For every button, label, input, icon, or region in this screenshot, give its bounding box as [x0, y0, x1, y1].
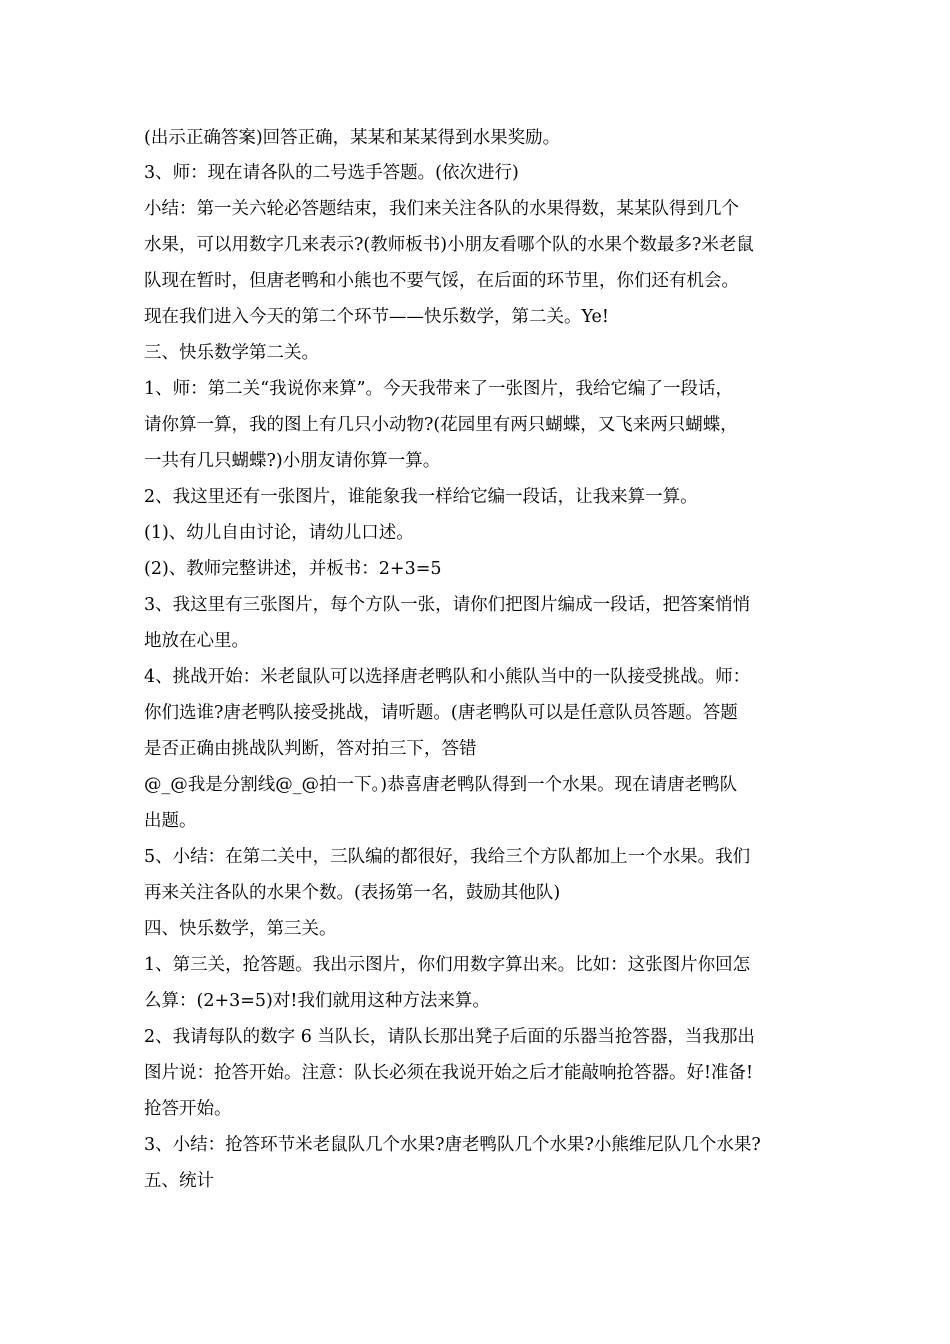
section-heading: 四、快乐数学，第三关。: [144, 919, 337, 939]
text-line: 再来关注各队的水果个数。(表扬第一名，鼓励其他队): [144, 883, 561, 903]
text-line: 3、我这里有三张图片，每个方队一张，请你们把图片编成一段话，把答案悄悄: [144, 595, 751, 615]
text-line: (出示正确答案)回答正确，某某和某某得到水果奖励。: [144, 128, 561, 148]
text-line: 出题。: [144, 811, 197, 831]
text-line: 是否正确由挑战队判断，答对拍三下，答错: [144, 739, 477, 759]
text-line: 请你算一算，我的图上有几只小动物?(花园里有两只蝴蝶，又飞来两只蝴蝶，: [144, 415, 738, 435]
text-line: 地放在心里。: [144, 631, 249, 651]
section-heading: 三、快乐数学第二关。: [144, 343, 319, 363]
text-line: 队现在暂时，但唐老鸭和小熊也不要气馁，在后面的环节里，你们还有机会。: [144, 271, 739, 291]
text-line: (2)、教师完整讲述，并板书：2+3=5: [144, 559, 442, 579]
section-heading: 五、统计: [144, 1171, 214, 1191]
text-line: 3、小结：抢答环节米老鼠队几个水果?唐老鸭队几个水果?小熊维尼队几个水果?: [144, 1135, 761, 1155]
text-line: 4、挑战开始：米老鼠队可以选择唐老鸭队和小熊队当中的一队接受挑战。师：: [144, 667, 751, 687]
text-line: 2、我请每队的数字 6 当队长，请队长那出凳子后面的乐器当抢答器，当我那出: [144, 1027, 755, 1047]
text-line: 图片说：抢答开始。注意：队长必须在我说开始之后才能敲响抢答器。好!准备!: [144, 1063, 754, 1083]
text-line: 2、我这里还有一张图片，谁能象我一样给它编一段话，让我来算一算。: [144, 487, 698, 507]
text-line: 你们选谁?唐老鸭队接受挑战，请听题。(唐老鸭队可以是任意队员答题。答题: [144, 703, 738, 723]
text-line: @_@我是分割线@_@拍一下。)恭喜唐老鸭队得到一个水果。现在请唐老鸭队: [144, 775, 738, 795]
text-line: 水果，可以用数字几来表示?(教师板书)小朋友看哪个队的水果个数最多?米老鼠: [144, 235, 754, 255]
text-line: 一共有几只蝴蝶?)小朋友请你算一算。: [144, 451, 441, 471]
text-line: 1、师：第二关“我说你来算”。今天我带来了一张图片，我给它编了一段话，: [144, 379, 734, 399]
text-line: 1、第三关，抢答题。我出示图片，你们用数字算出来。比如：这张图片你回怎: [144, 955, 751, 975]
text-line: 现在我们进入今天的第二个环节——快乐数学，第二关。Ye!: [144, 307, 609, 327]
text-line: 3、师：现在请各队的二号选手答题。(依次进行): [144, 163, 519, 183]
text-line: 抢答开始。: [144, 1099, 232, 1119]
text-line: 5、小结：在第二关中，三队编的都很好，我给三个方队都加上一个水果。我们: [144, 847, 751, 867]
text-line: 么算：(2+3=5)对!我们就用这种方法来算。: [144, 991, 490, 1011]
text-line: (1)、幼儿自由讨论，请幼儿口述。: [144, 523, 414, 543]
text-line: 小结：第一关六轮必答题结束，我们来关注各队的水果得数，某某队得到几个: [144, 199, 739, 219]
